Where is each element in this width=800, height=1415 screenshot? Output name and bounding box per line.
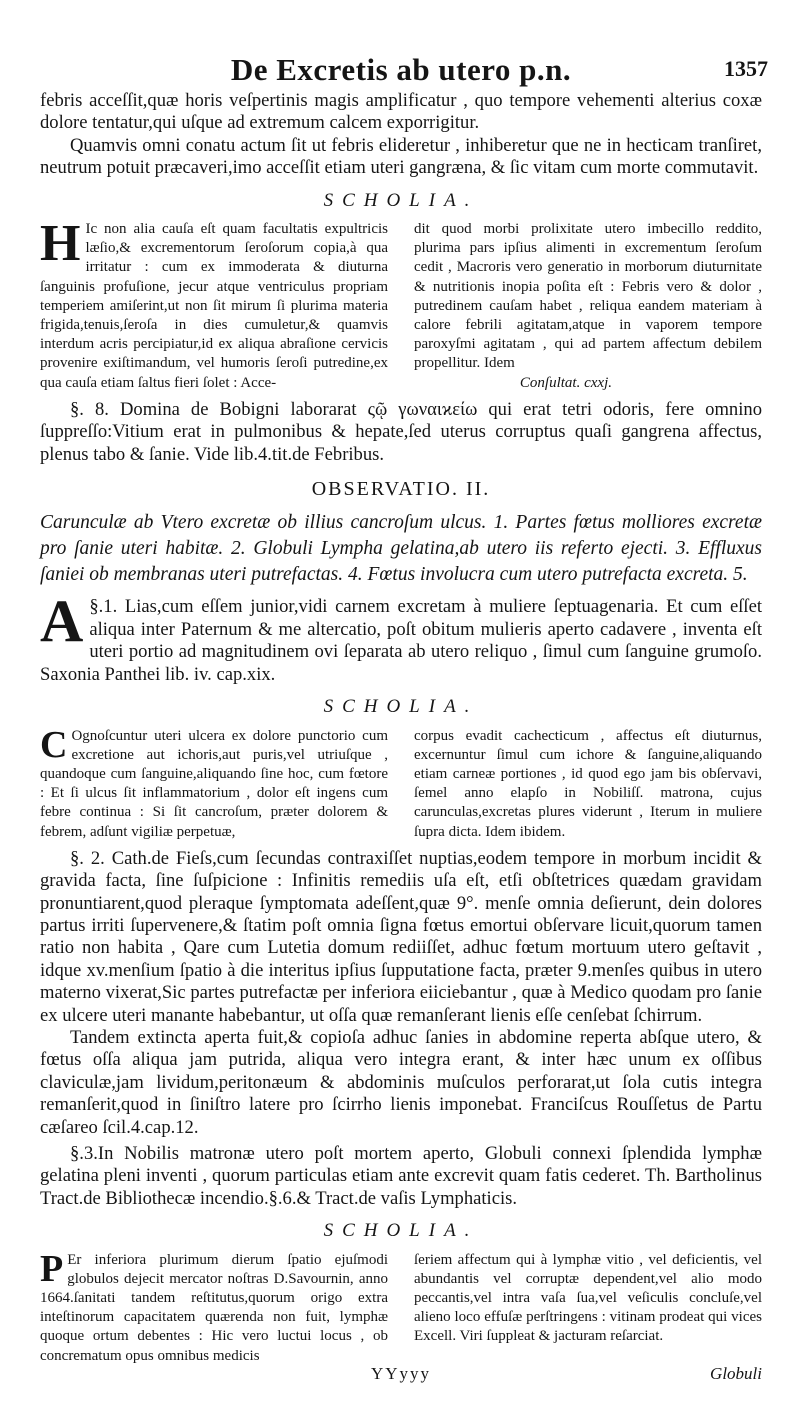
drop-cap-initial: C [40,723,68,766]
catchword: Globuli [710,1364,762,1383]
scholia-2-left-column [40,723,388,842]
scholia-1-left-column [40,215,388,393]
scholia-2-left-text: Ognoſcuntur uteri ulcera ex dolore punctorio cum excretione aut ichoris,aut puris,vel utriuſque , quandoque cum ſanguine,aliquando ſine hoc, cum fœtore : Et ſi ulcus ſit inflammatorium , dolor eſt ingens cum febre continua : Si ſit cancroſum, præter dolorem & febrem, adſunt vigiliæ perpetuæ, [40,727,388,840]
scholia-2-right-text: corpus evadit cachecticum , affectus eſt diuturnus, excernuntur ſimul cum ichore & ſanguine,aliquando etiam carneæ portiones , id quod ego jam bis obſervavi, ſemel anno elapſo in Nobiliſſ. matrona, cujus carunculas,excretas plures viderunt , Iterum in muliere ſupra dicta. Idem ibidem. [414,727,762,840]
scholia-3-columns [40,1247,762,1366]
drop-cap-initial: H [40,215,81,273]
drop-cap-initial: A [40,588,84,655]
scholia-3-left-column [40,1247,388,1366]
intro-paragraph-1: febris acceſſit,quæ horis veſpertinis magis amplificatur , quo tempore vehementi alterius coxæ dolore tentatur,qui uſque ad extremum calcem exporrigitur. [40,90,762,134]
page-footer [40,1364,762,1392]
page-number: 1357 [724,56,768,81]
scholia-1-right-column [414,220,762,393]
scholia-heading-2: SCHOLIA. [323,696,479,718]
running-title: De Excretis ab utero p.n. [230,52,572,87]
scholia-heading-1: SCHOLIA. [323,189,479,211]
section-2: §. 2. Cath.de Fieſs,cum ſecundas contraxiſſet nuptias,eodem tempore in morbum incidit & gravida facta, ſine ſuſpicione : Infinitis remediis uſa eſt, etſi obſtetrices quædam gravidam pronuntiarent,quod pleraque ſymptomata adeſſent,quæ 9°. menſe omnia deſierunt, dein dolores partus irriti ſupervenere,& ſtatim poſt omnia ſigna fœtus emortui obſervare licuit,quorum tamen ratio non habita , Qare cum Lutetia domum rediiſſet, adhuc fœtum mortuum utero geſtavit , idque xv.menſium ſpatio à die interitus ipſius ſupputatione facta, præter 9.menſes quibus in utero materno vixerat,Sic partes putrefactæ per inferiora eiiciebantur , quæ à Medico quodam pro ſanie ex ulcere uteri manante habebantur, ut oſſa quæ remanſerant lienis eſſe cenſebat ſchirrum. [40,847,762,1026]
observatio-heading: OBSERVATIO. II. [311,478,491,501]
section-8: §. 8. Domina de Bobigni laborarat ςῷ γωναιϰείω qui erat tetri odoris, fere omnino ſuppreſſo:Vitium erat in pulmonibus & hepate,ſed uterus corruptus quaſi gangrena affectus, plenus tabo & ſanie. Vide lib.4.tit.de Febribus. [40,398,762,465]
scholia-heading-3: SCHOLIA. [323,1220,479,1242]
section-2-continuation: Tandem extincta aperta fuit,& copioſa adhuc ſanies in abdomine reperta abſque utero, & fœtus oſſa aliqua jam putrida, aliqua vero integra erant, & inter hæc unum ex oſſibus claviculæ,jam lividum,peritonæum & abdominis muſculos perforarat,ut ſola cutis integra remanſerit,quod in ſiniſtro latere pro ſcirrho lienis imponebat. Franciſcus Rouſſetus de Partu cæſareo ſcil.4.cap.12. [40,1026,762,1138]
scholia-1-left-text: Ic non alia cauſa eſt quam facultatis expultricis læſio,& excrementorum ſeroſorum copia,à qua irritatur : cum ex immoderata & diuturna ſanguinis profuſione, jecur atque ventriculus propriam temperiem amiſerint,ut non ſit mirum ſi plurima materia frigida,tenuis,ſeroſa in dies cumuletur,& quamvis interdum acris percipiatur,id ex aliqua abraſione cervicis provenire exiſtimandum, vel humoris ſeroſi putredine,ex qua cauſa etiam ſaltus fieri ſolet : Acce- [40,221,388,391]
scholia-1-signature: Conſultat. cxxj. [519,374,612,391]
section-1-prefix: §.1. [89,596,118,618]
signature-mark: YYyyy [370,1364,432,1383]
page-header [40,50,768,90]
intro-paragraph-2: Quamvis omni conatu actum ſit ut febris elideretur , inhiberetur que ne in hecticam tranſiret, neutrum potuit præcaveri,imo acceſſit etiam uteri gangræna, & ſic vitam cum morte commutavit. [40,134,762,179]
observatio-summary: Carunculæ ab Vtero excretæ ob illius cancroſum ulcus. 1. Partes fœtus molliores excretæ pro ſanie uteri habitæ. 2. Globuli Lympha gelatina,ab utero iis referto ejecti. 3. Effluxus ſaniei ob membranas uteri putrefactas. 4. Fœtus involucra cum utero putrefacta excreta. 5. [40,512,762,586]
section-1-text: Lias,cum eſſem junior,vidi carnem excretam à muliere ſeptuagenaria. Et cum eſſet aliqua inter Paternum & me altercatio, poſt obitum mulieris aperto cadavere , inventa eſt uteri portio ad magnitudinem ovi ſeparata ab utero reliquo , ſimul cum ſanguine grumoſo. Saxonia Panthei lib. iv. cap.xix. [40,596,762,685]
scholia-1-columns [40,215,762,393]
drop-cap-initial: P [40,1247,64,1290]
section-1 [40,588,762,686]
page-body [40,90,762,1366]
scholia-3-left-text: Er inferiora plurimum dierum ſpatio ejuſmodi globulos dejecit mercator noſtras D.Savournin, anno 1664.ſanitati tandem reſtitutus,quorum origo extra inteſtinorum capacitatem quærenda non fuit, lymphæ quoque ortum debentes : Hic vero luctui locus , ob concrematum opus omnibus medicis [40,1251,388,1364]
section-3: §.3.In Nobilis matronæ utero poſt mortem aperto, Globuli connexi ſplendida lymphæ gelatina pleni inventi , quorum particulas etiam ante excrevit quam fatis cederet. Th. Bartholinus Tract.de Bibliothecæ incendio.§.6.& Tract.de vaſis Lymphaticis. [40,1143,762,1209]
scholia-2-columns [40,723,762,842]
scholia-1-right-text: dit quod morbi prolixitate utero imbecillo reddito, plurima pars ipſius alimenti in excrementum ſeroſum cedit , Macroris vero generatio in morborum diuturnitate & nutritionis inopia poſita eſt : Febris vero & dolor , putredinem cauſam habet , reliqua eandem materiam à calore febrili agitatam,atque in vaporem tempore paroxyſmi agitatam , qui ad partem affectum debilem propellitur. Idem [414,221,762,372]
scholia-3-right-column [414,1251,762,1366]
scholia-3-right-text: ſeriem affectum qui à lymphæ vitio , vel deficientis, vel abundantis vel corruptæ dependent,vel alio modo peccantis,vel intra vaſa ſua,vel veſiculis concluſe,vel alieno loco effuſæ perſtringens : vitinam prodeat qui vices Excell. Viri ſuppleat & jacturam reſarciat. [414,1251,762,1345]
scholia-2-right-column [414,727,762,842]
